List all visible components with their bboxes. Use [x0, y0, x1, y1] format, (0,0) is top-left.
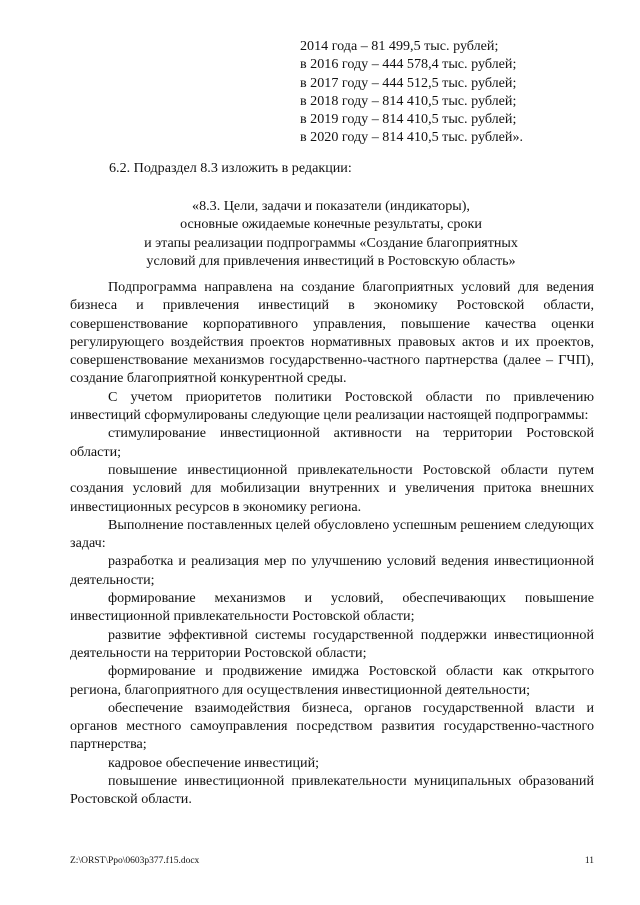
paragraph: обеспечение взаимодействия бизнеса, органов государственной власти и органов местного самоуправления посредством развития государственно-частного партнерства; [70, 699, 594, 753]
funding-line: в 2016 году – 444 578,4 тыс. рублей; [300, 56, 517, 73]
section-heading [96, 197, 566, 270]
paragraph: стимулирование инвестиционной активности на территории Ростовской области; [70, 425, 594, 460]
section-heading-line: условий для привлечения инвестиций в Ростовскую область» [146, 252, 516, 269]
paragraph: С учетом приоритетов политики Ростовской области по привлечению инвестиций сформулированы следующие цели реализации настоящей подпрограммы: [70, 388, 594, 424]
paragraph: формирование механизмов и условий, обеспечивающих повышение инвестиционной привлекательности Ростовской области; [70, 590, 594, 625]
funding-line: 2014 года – 81 499,5 тыс. рублей; [300, 38, 499, 54]
paragraph: повышение инвестиционной привлекательности муниципальных образований Ростовской области. [70, 773, 594, 808]
section-heading-line: основные ожидаемые конечные результаты, сроки [180, 216, 482, 233]
page-number: 11 [584, 856, 594, 866]
paragraph: развитие эффективной системы государственной поддержки инвестиционной деятельности на территории Ростовской области; [70, 626, 594, 661]
body-text [70, 278, 594, 809]
section-heading-line: и этапы реализации подпрограммы «Создание благоприятных [144, 234, 518, 251]
page-footer [70, 855, 594, 867]
paragraph: формирование и продвижение имиджа Ростовской области как открытого региона, благоприятного для осуществления инвестиционной деятельности; [70, 663, 594, 698]
paragraph: Подпрограмма направлена на создание благоприятных условий для ведения бизнеса и привлечения инвестиций в экономику Ростовской области, совершенствование корпоративного управления, повышение качества оценки регулирующего воздействия проектов нормативных правовых актов и их проектов, совершенствование механизмов государственно-частного партнерства (далее – ГЧП), создание благоприятной конкурентной среды. [70, 279, 594, 387]
paragraph: кадровое обеспечение инвестиций; [108, 754, 320, 771]
subsection-instruction: 6.2. Подраздел 8.3 изложить в редакции: [109, 160, 352, 176]
paragraph: Выполнение поставленных целей обусловлено успешным решением следующих задач: [70, 516, 594, 552]
paragraph: разработка и реализация мер по улучшению условий ведения инвестиционной деятельности; [70, 553, 594, 588]
file-path: Z:\ORST\Ppo\0603p377.f15.docx [70, 856, 200, 866]
funding-line: в 2018 году – 814 410,5 тыс. рублей; [300, 92, 517, 109]
funding-line: в 2019 году – 814 410,5 тыс. рублей; [300, 111, 517, 128]
section-heading-line: «8.3. Цели, задачи и показатели (индикаторы), [192, 198, 470, 214]
funding-line: в 2017 году – 444 512,5 тыс. рублей; [300, 74, 517, 91]
funding-line: в 2020 году – 814 410,5 тыс. рублей». [300, 129, 524, 146]
funding-list [300, 37, 600, 147]
paragraph: повышение инвестиционной привлекательности Ростовской области путем создания условий для мобилизации внутренних и увеличения притока внешних инвестиционных ресурсов в экономику региона. [70, 461, 594, 515]
